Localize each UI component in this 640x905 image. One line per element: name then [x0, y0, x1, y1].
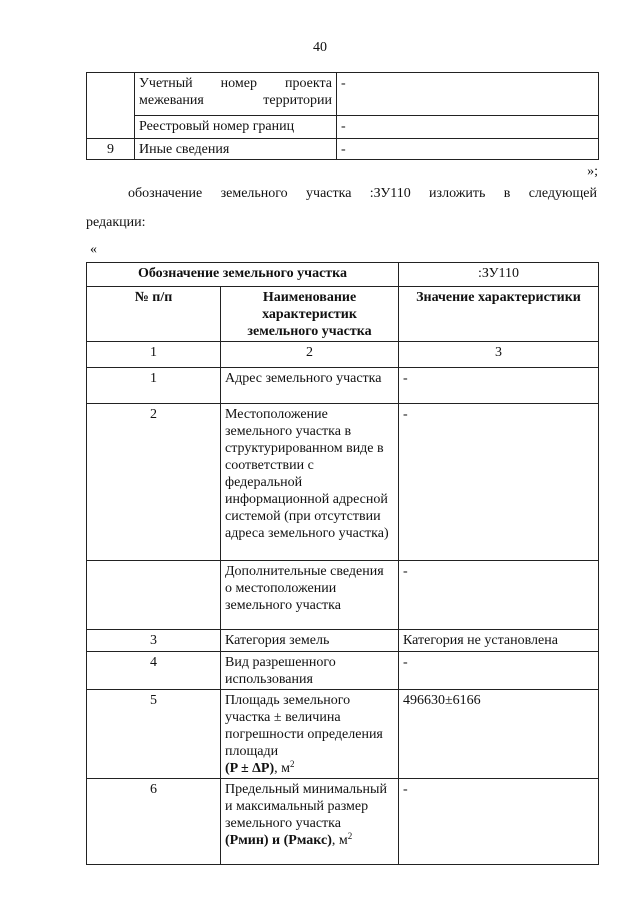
- unit-exponent: 2: [289, 759, 295, 769]
- table-row: [87, 73, 599, 116]
- table-row: [87, 404, 599, 561]
- table-cell-name: [221, 779, 399, 865]
- table-cell-name: Иные сведения: [135, 139, 337, 160]
- table-header-row: [87, 287, 599, 342]
- table-header-row: [87, 263, 599, 287]
- opening-quote: «: [90, 242, 97, 257]
- table-cell-value: -: [399, 652, 599, 690]
- formula: (P ± ΔP): [225, 761, 275, 776]
- table-cell-name: Реестровый номер границ: [135, 116, 337, 139]
- table-cell-number: [87, 73, 135, 139]
- table-cell-value: -: [399, 368, 599, 404]
- designation-label: Обозначение земельного участка: [87, 263, 399, 287]
- table-row: [87, 630, 599, 652]
- table-row: [87, 116, 599, 139]
- table-row: [87, 690, 599, 779]
- column-header-number: № п/п: [87, 287, 221, 342]
- table-cell-value: -: [337, 116, 599, 139]
- table-cell-number: 5: [87, 690, 221, 779]
- page-number: 40: [313, 40, 327, 55]
- column-number-2: 2: [221, 342, 399, 368]
- table-cell-number: 3: [87, 630, 221, 652]
- designation-value: :ЗУ110: [399, 263, 599, 287]
- table-cell-value: -: [337, 73, 599, 116]
- unit: , м: [331, 833, 348, 848]
- table-cell-name: [221, 690, 399, 779]
- table-cell-number: 9: [87, 139, 135, 160]
- table-cell-name: Адрес земельного участка: [221, 368, 399, 404]
- table-cell-name: Местоположение земельного участка в структурированном виде в соответствии с федеральной информационной адресной системой (при отсутствии адреса земельного участка): [221, 404, 399, 561]
- formula: (Рмин) и (Рмакс): [225, 833, 332, 848]
- table-cell-number: 2: [87, 404, 221, 561]
- amendment-paragraph: обозначение земельного участка :ЗУ110 изложить в следующей: [128, 186, 597, 201]
- table-cell-number: 1: [87, 368, 221, 404]
- column-header-value: Значение характеристики: [399, 287, 599, 342]
- unit-exponent: 2: [347, 831, 353, 841]
- closing-quote: »;: [587, 164, 598, 179]
- table-row: [87, 139, 599, 160]
- table-cell-value: -: [399, 561, 599, 630]
- column-number-3: 3: [399, 342, 599, 368]
- land-plot-table: [86, 262, 599, 865]
- table-row: [87, 368, 599, 404]
- table-cell-name: Дополнительные сведения о местоположении земельного участка: [221, 561, 399, 630]
- table-cell-value: 496630±6166: [399, 690, 599, 779]
- characteristic-name: Предельный минимальный и максимальный размер земельного участка: [225, 782, 387, 831]
- amendment-paragraph-continuation: редакции:: [86, 215, 146, 230]
- table-cell-number: 6: [87, 779, 221, 865]
- table-cell-value: Категория не установлена: [399, 630, 599, 652]
- table-cell-value: -: [399, 779, 599, 865]
- table-cell-number: [87, 561, 221, 630]
- previous-table-fragment: [86, 72, 599, 160]
- table-row: [87, 779, 599, 865]
- table-cell-name: Вид разрешенного использования: [221, 652, 399, 690]
- column-number-1: 1: [87, 342, 221, 368]
- characteristic-name: Площадь земельного участка ± величина погрешности определения площади: [225, 693, 383, 759]
- table-cell-value: -: [399, 404, 599, 561]
- table-cell-name: Категория земель: [221, 630, 399, 652]
- table-row: [87, 652, 599, 690]
- table-cell-number: 4: [87, 652, 221, 690]
- table-cell-value: -: [337, 139, 599, 160]
- column-number-row: [87, 342, 599, 368]
- table-cell-name: Учетный номер проекта межевания территории: [135, 73, 337, 116]
- unit: , м: [274, 761, 290, 776]
- table-row: [87, 561, 599, 630]
- column-header-name: Наименование характеристик земельного участка: [221, 287, 399, 342]
